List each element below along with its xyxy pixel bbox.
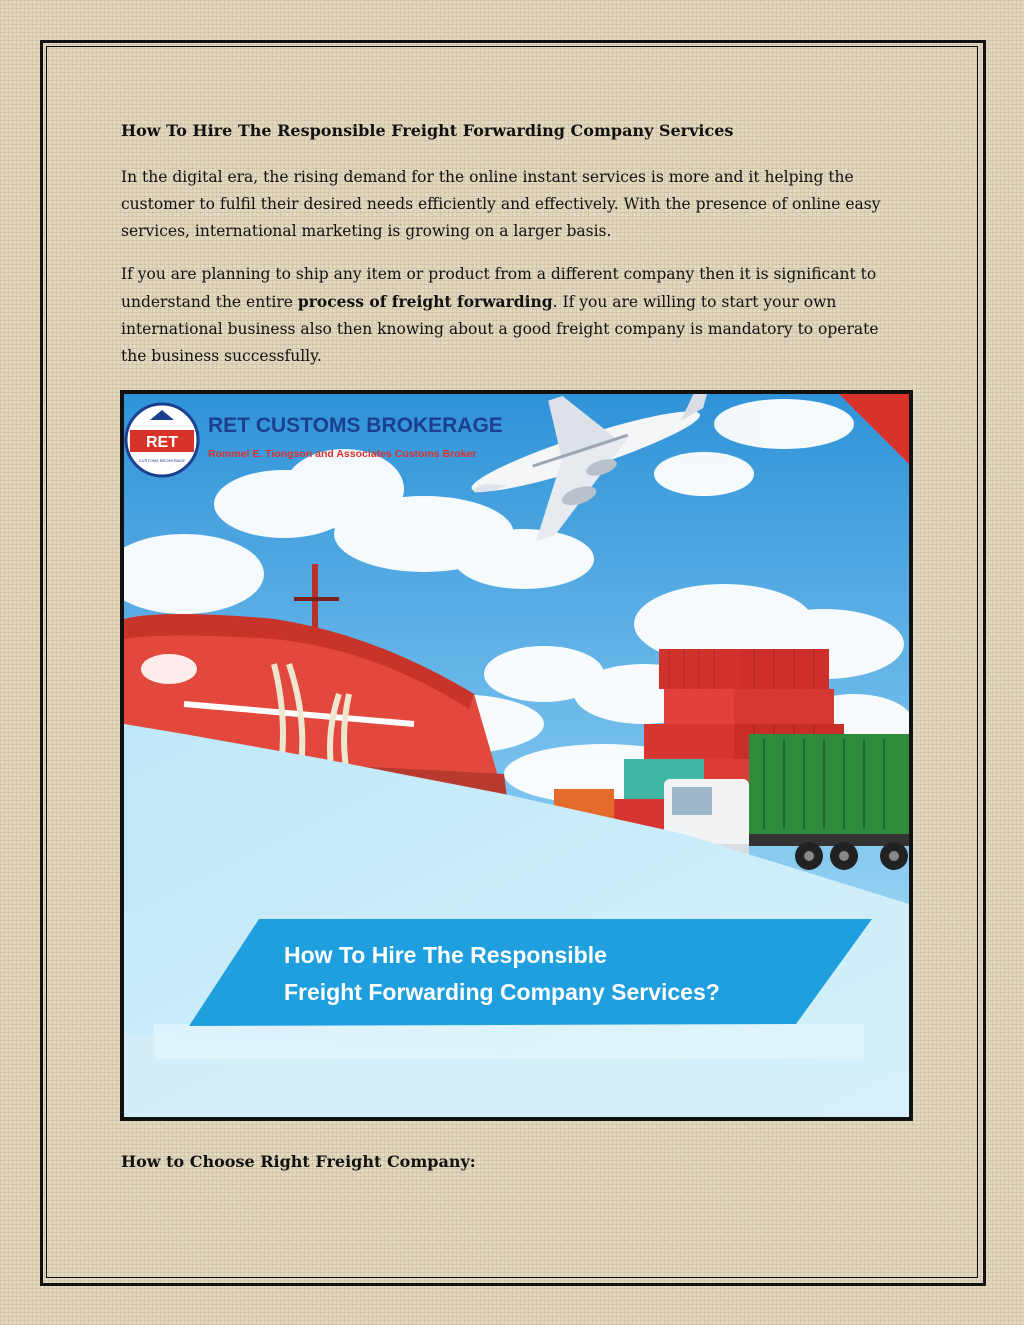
paragraph-shipping	[121, 261, 891, 370]
article-title: How To Hire The Responsible Freight Forwarding Company Services	[121, 121, 734, 140]
headline-ribbon	[189, 919, 872, 1026]
banner-headline-line2: Freight Forwarding Company Services?	[284, 979, 720, 1005]
paragraph-intro: In the digital era, the rising demand for the online instant services is more and it helping the customer to fulfil their desired needs efficiently and effectively. With the presence of online easy services, international marketing is growing on a larger basis.	[121, 168, 881, 240]
bold-link-text: process of freight forwarding	[297, 292, 553, 311]
banner-image	[120, 390, 913, 1121]
logo-subtext: CUSTOMS BROKERAGE	[138, 458, 186, 463]
brand-tagline: Rommel E. Tiongson and Associates Customs Broker	[208, 448, 477, 460]
section-subheading: How to Choose Right Freight Company:	[121, 1152, 476, 1171]
paragraph-text: If you are planning to ship any item or product from a different company then it is significant to understand the entire	[121, 265, 877, 311]
brand-name: RET CUSTOMS BROKERAGE	[208, 414, 503, 437]
ret-logo	[126, 404, 198, 476]
banner-headline-line1: How To Hire The Responsible	[284, 942, 607, 968]
logo-text: RET	[146, 434, 178, 451]
paragraph-text: . If you are willing to start your own international business also then knowing about a good freight company is mandatory to operate the business successfully.	[121, 293, 879, 365]
